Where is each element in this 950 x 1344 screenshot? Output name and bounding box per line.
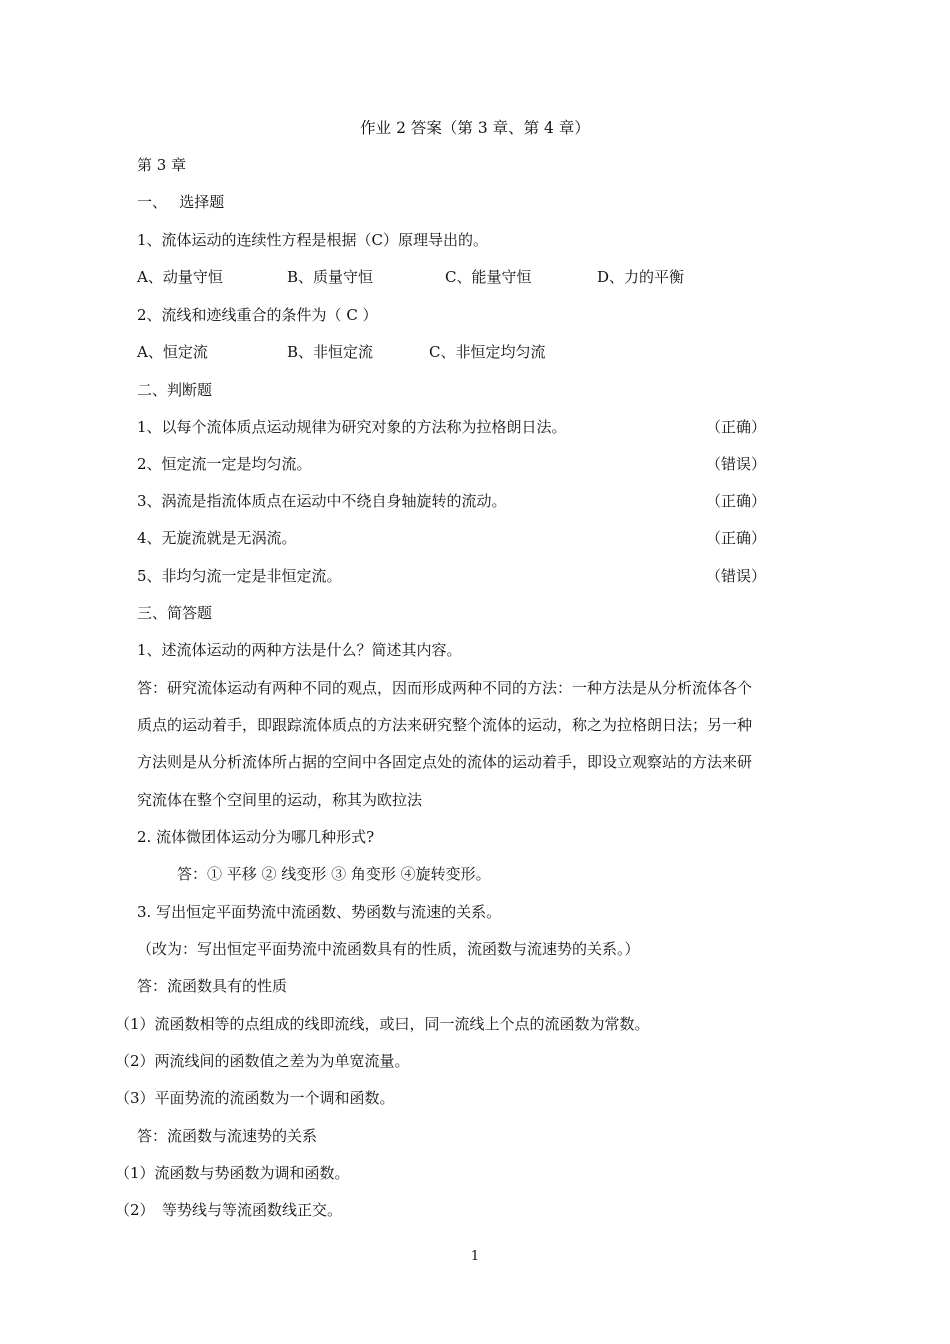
judge-answer: （正确） (706, 492, 767, 510)
answer-line: 方法则是从分析流体所占据的空间中各固定点处的流体的运动着手，即设立观察站的方法来研 (137, 753, 753, 771)
short-question-2: 2. 流体微团体运动分为哪几种形式? (137, 828, 375, 846)
option-b: B、质量守恒 (287, 268, 374, 286)
section-heading-judge: 二、判断题 (137, 381, 213, 399)
answer-line: 质点的运动着手，即跟踪流体质点的方法来研究整个流体的运动，称之为拉格朗日法；另一种 (137, 716, 753, 734)
section-heading-short: 三、简答题 (137, 604, 213, 622)
answer-item: （1）流函数相等的点组成的线即流线，或曰，同一流线上个点的流函数为常数。 (115, 1015, 650, 1033)
judge-item: 1、以每个流体质点运动规律为研究对象的方法称为拉格朗日法。 (137, 418, 567, 436)
answer-line: 究流体在整个空间里的运动，称其为欧拉法 (137, 791, 423, 809)
option-d: D、力的平衡 (597, 268, 685, 286)
document-title: 作业 2 答案（第 3 章、第 4 章） (360, 119, 590, 137)
answer-heading: 答：流函数与流速势的关系 (137, 1127, 318, 1145)
answer-heading: 答：流函数具有的性质 (137, 977, 288, 995)
answer-item: （3）平面势流的流函数为一个调和函数。 (115, 1089, 395, 1107)
judge-answer: （错误） (706, 567, 767, 585)
option-c: C、非恒定均匀流 (429, 343, 546, 361)
option-a: A、恒定流 (137, 343, 208, 361)
short-question-1: 1、述流体运动的两种方法是什么？简述其内容。 (137, 641, 462, 659)
judge-item: 2、恒定流一定是均匀流。 (137, 455, 312, 473)
option-c: C、能量守恒 (445, 268, 532, 286)
page-number: 1 (470, 1249, 480, 1264)
question-note: （改为：写出恒定平面势流中流函数具有的性质，流函数与流速势的关系。） (137, 940, 640, 958)
judge-item: 4、无旋流就是无涡流。 (137, 529, 297, 547)
option-a: A、动量守恒 (137, 268, 223, 286)
section-heading-choice: 一、 选择题 (137, 193, 225, 211)
question-2: 2、流线和迹线重合的条件为（ C ） (137, 306, 378, 324)
judge-answer: （错误） (706, 455, 767, 473)
judge-answer: （正确） (706, 529, 767, 547)
short-question-3: 3. 写出恒定平面势流中流函数、势函数与流速的关系。 (137, 903, 502, 921)
answer-item: （2） 等势线与等流函数线正交。 (115, 1201, 343, 1219)
answer-item: （2）两流线间的函数值之差为为单宽流量。 (115, 1052, 410, 1070)
judge-item: 3、涡流是指流体质点在运动中不绕自身轴旋转的流动。 (137, 492, 507, 510)
answer-line: 答：研究流体运动有两种不同的观点，因而形成两种不同的方法：一种方法是从分析流体各个 (137, 679, 753, 697)
chapter-heading: 第 3 章 (137, 156, 187, 174)
question-1: 1、流体运动的连续性方程是根据（C）原理导出的。 (137, 231, 489, 249)
judge-item: 5、非均匀流一定是非恒定流。 (137, 567, 342, 585)
judge-answer: （正确） (706, 418, 767, 436)
answer-item: （1）流函数与势函数为调和函数。 (115, 1164, 350, 1182)
option-b: B、非恒定流 (287, 343, 374, 361)
answer-line: 答：① 平移 ② 线变形 ③ 角变形 ④旋转变形。 (177, 865, 491, 883)
